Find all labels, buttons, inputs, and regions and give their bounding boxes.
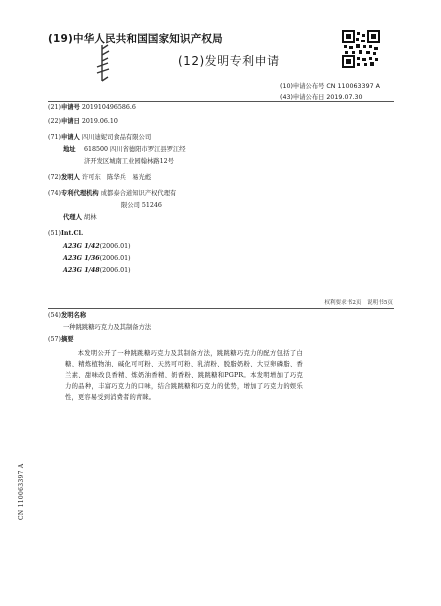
biblio-divider xyxy=(48,308,394,309)
patent-office-name: (19)中华人民共和国国家知识产权局 xyxy=(48,33,223,45)
application-number-field: (21)申请号 201910496586.6 xyxy=(48,104,136,111)
applicant-field: (71)申请人 四川迪妮司食品有限公司 xyxy=(48,134,152,141)
abstract-heading: (57)摘要 xyxy=(48,336,74,343)
application-number: 201910496586.6 xyxy=(81,104,136,111)
agency-line-2: 限公司 51246 xyxy=(121,202,162,209)
agency: 成都泰合道知识产权代理有 xyxy=(100,190,177,197)
publication-number: (10)申请公布号 CN 110063397 A xyxy=(280,83,380,90)
invention-title: 一种跳跳糖巧克力及其制备方法 xyxy=(63,324,152,331)
filing-date: 2019.06.10 xyxy=(81,118,118,125)
ipc-class-1: A23G 1/42(2006.01) xyxy=(63,243,131,250)
address-label: 地址 xyxy=(63,146,76,153)
filing-date-field: (22)申请日 2019.06.10 xyxy=(48,118,118,125)
inventors: 许可东 陈华兵 易光彪 xyxy=(81,174,152,181)
agent: 胡林 xyxy=(83,214,97,221)
ipc-field: (51)Int.Cl. xyxy=(48,230,84,237)
inventors-field: (72)发明人 许可东 陈华兵 易光彪 xyxy=(48,174,152,181)
cnipa-logo-icon xyxy=(94,41,112,87)
title-heading: (54)发明名称 xyxy=(48,312,87,319)
ipc-class-2: A23G 1/36(2006.01) xyxy=(63,255,131,262)
page-count: 权利要求书2页 说明书5页 xyxy=(324,300,393,306)
publication-date: (43)申请公布日 2019.07.30 xyxy=(280,94,363,101)
side-publication-number: CN 110063397 A xyxy=(18,463,25,520)
agent-field: 代理人 胡林 xyxy=(63,214,97,221)
document-type: (12)发明专利申请 xyxy=(178,54,280,68)
agency-field: (74)专利代理机构 成都泰合道知识产权代理有 xyxy=(48,190,177,197)
abstract-text: 本发明公开了一种跳跳糖巧克力及其制备方法，跳跳糖巧克力的配方包括了白糖、精炼植物油、碱化可可粉、天然可可粉、乳清粉、脱脂奶粉、大豆卵磷脂、香兰素、甜味改良香精、炼奶油香精、奶香粉、跳跳糖和PGPR。本发明增加了巧克力的品种，丰富巧克力的口味，结合跳跳糖和巧克力的优势，增加了巧克力的娱乐性，更容易受到消费者的青睐。 xyxy=(65,350,303,401)
applicant: 四川迪妮司食品有限公司 xyxy=(81,134,152,141)
header-divider xyxy=(48,101,394,102)
ipc-class-3: A23G 1/48(2006.01) xyxy=(63,267,131,274)
address-line-2: 济开发区城南工业园翰林路12号 xyxy=(84,158,174,165)
address-line-1: 618500 四川省德阳市罗江县罗江经 xyxy=(84,146,186,153)
qr-code-icon xyxy=(342,30,380,68)
